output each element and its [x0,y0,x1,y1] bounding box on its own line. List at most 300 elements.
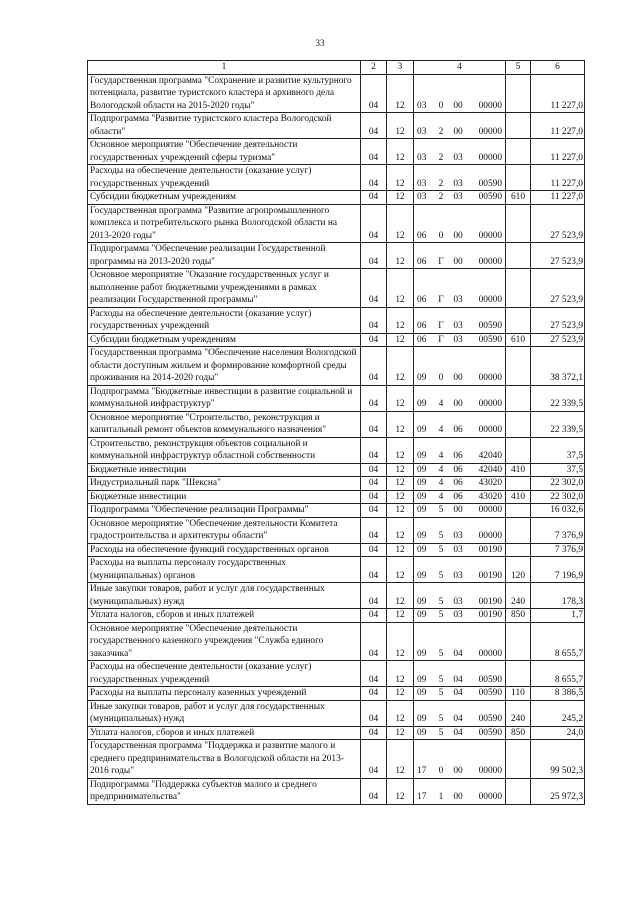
code-part: 03 [453,295,463,305]
expense-type-cell [506,543,531,557]
row-name-cell: Строительство, реконструкция объектов социальной и коммунальной инфраструктур областной собственности [88,437,361,463]
code-part: 03 [453,178,463,189]
section-cell: 04 [361,307,387,333]
code-part: 00000 [478,373,502,383]
code-part: 0 [438,100,444,111]
target-article-cell [414,269,506,308]
code-part: 06 [453,491,463,502]
code-part: 03 [417,152,427,163]
table-row [88,687,585,701]
code-part: 00 [453,766,463,776]
code-part: 00000 [478,425,502,435]
row-name-cell: Индустриальный парк "Шексна" [88,477,361,491]
target-article-cell [414,411,506,437]
code-part: 09 [417,505,427,515]
table-row [88,504,585,518]
expense-type-cell [506,504,531,518]
expense-type-cell [506,411,531,437]
code-part: 2 [438,152,444,163]
target-article-cell [414,740,506,779]
subsection-cell: 12 [387,243,414,269]
row-name-cell: Бюджетные инвестиции [88,463,361,477]
code-part: 00 [453,230,463,241]
code-part: 0 [438,230,444,241]
subsection-cell: 12 [387,504,414,518]
table-row [88,490,585,504]
subsection-cell: 12 [387,165,414,191]
amount-cell: 178,3 [531,583,585,609]
subsection-cell: 12 [387,740,414,779]
expense-type-cell: 850 [506,609,531,623]
row-name-cell: Подпрограмма "Обеспечение реализации Программы" [88,504,361,518]
table-row [88,557,585,583]
subsection-cell: 12 [387,74,414,113]
amount-cell: 27 523,9 [531,243,585,269]
row-name-cell: Расходы на обеспечение деятельности (оказание услуг) государственных учреждений [88,307,361,333]
code-part: 00590 [478,178,502,189]
table-row [88,583,585,609]
code-part: 09 [417,596,427,607]
target-article-cell [414,778,506,804]
expense-type-cell [506,269,531,308]
expense-type-cell [506,347,531,386]
target-article-cell [414,583,506,609]
section-cell: 04 [361,517,387,543]
subsection-cell: 12 [387,687,414,701]
code-part: 2 [438,192,444,202]
expense-type-cell [506,437,531,463]
code-part: 00590 [478,688,502,698]
expense-type-cell [506,74,531,113]
subsection-cell: 12 [387,269,414,308]
code-part: 4 [438,478,444,488]
table-row [88,700,585,726]
code-part: 09 [417,464,427,475]
code-part: 06 [417,321,427,331]
code-part: 09 [417,531,427,541]
section-cell: 04 [361,700,387,726]
subsection-cell: 12 [387,191,414,205]
code-part: 2 [438,126,444,137]
amount-cell: 7 376,9 [531,543,585,557]
table-row [88,622,585,661]
section-cell: 04 [361,204,387,243]
subsection-cell: 12 [387,437,414,463]
amount-cell: 22 302,0 [531,490,585,504]
section-cell: 04 [361,490,387,504]
amount-cell: 11 227,0 [531,74,585,113]
section-cell: 04 [361,385,387,411]
target-article-cell [414,687,506,701]
code-part: 00000 [478,230,502,241]
code-part: 43020 [478,478,502,488]
amount-cell: 37,5 [531,463,585,477]
section-cell: 04 [361,622,387,661]
table-row [88,726,585,740]
code-part: 00190 [478,610,502,620]
table-row [88,139,585,165]
subsection-cell: 12 [387,543,414,557]
code-part: 06 [417,334,427,345]
target-article-cell [414,165,506,191]
section-cell: 04 [361,74,387,113]
expense-type-cell: 240 [506,700,531,726]
row-name-cell: Бюджетные инвестиции [88,490,361,504]
code-part: 09 [417,399,427,409]
row-name-cell: Подпрограмма "Обеспечение реализации Государственной программы на 2013-2020 годы" [88,243,361,269]
target-article-cell [414,726,506,740]
amount-cell: 11 227,0 [531,113,585,139]
section-cell: 04 [361,477,387,491]
code-part: 5 [438,674,444,685]
amount-cell: 37,5 [531,437,585,463]
code-part: 09 [417,714,427,724]
code-part: 09 [417,478,427,488]
subsection-cell: 12 [387,307,414,333]
subsection-cell: 12 [387,583,414,609]
row-name-cell: Уплата налогов, сборов и иных платежей [88,609,361,623]
code-part: 4 [438,399,444,409]
target-article-cell [414,243,506,269]
code-part: 00 [453,126,463,137]
section-cell: 04 [361,139,387,165]
row-name-cell: Государственная программа "Поддержка и развитие малого и среднего предпринимательства в Вологодской области на 2013-2016 годы" [88,740,361,779]
code-part: 00000 [478,505,502,515]
amount-cell: 27 523,9 [531,333,585,347]
target-article-cell [414,661,506,687]
code-part: 03 [453,544,463,555]
amount-cell: 11 227,0 [531,191,585,205]
expense-type-cell [506,517,531,543]
column-header: 1 [88,61,361,75]
code-part: 00190 [478,570,502,581]
page-number: 33 [315,38,325,48]
amount-cell: 7 376,9 [531,517,585,543]
code-part: 03 [453,570,463,581]
expense-type-cell [506,622,531,661]
section-cell: 04 [361,687,387,701]
row-name-cell: Основное мероприятие "Обеспечение деятельности государственных учреждений сферы туризма" [88,139,361,165]
code-part: 03 [417,178,427,189]
code-part: 5 [438,596,444,607]
target-article-cell [414,517,506,543]
code-part: 06 [453,425,463,435]
code-part: 00000 [478,792,502,802]
expense-type-cell [506,204,531,243]
code-part: 00590 [478,192,502,202]
section-cell: 04 [361,609,387,623]
code-part: 09 [417,688,427,698]
table-row [88,113,585,139]
code-part: 5 [438,727,444,738]
subsection-cell: 12 [387,411,414,437]
subsection-cell: 12 [387,385,414,411]
code-part: Г [438,334,444,345]
target-article-cell [414,477,506,491]
target-article-cell [414,543,506,557]
amount-cell: 8 386,5 [531,687,585,701]
code-part: 5 [438,570,444,581]
row-name-cell: Расходы на обеспечение деятельности (оказание услуг) государственных учреждений [88,661,361,687]
target-article-cell [414,74,506,113]
code-part: 04 [453,727,463,738]
section-cell: 04 [361,504,387,518]
expense-type-cell: 240 [506,583,531,609]
subsection-cell: 12 [387,700,414,726]
row-name-cell: Расходы на обеспечение функций государственных органов [88,543,361,557]
code-part: 17 [417,766,427,776]
code-part: 4 [438,425,444,435]
expense-type-cell [506,307,531,333]
code-part: 00000 [478,295,502,305]
code-part: 03 [417,126,427,137]
row-name-cell: Расходы на обеспечение деятельности (оказание услуг) государственных учреждений [88,165,361,191]
column-header: 5 [506,61,531,75]
target-article-cell [414,307,506,333]
section-cell: 04 [361,557,387,583]
expense-type-cell: 110 [506,687,531,701]
code-part: 04 [453,688,463,698]
table-row [88,517,585,543]
code-part: 5 [438,648,444,659]
expense-type-cell: 410 [506,463,531,477]
code-part: 5 [438,610,444,620]
amount-cell: 22 302,0 [531,477,585,491]
subsection-cell: 12 [387,113,414,139]
code-part: 00000 [478,100,502,111]
subsection-cell: 12 [387,726,414,740]
section-cell: 04 [361,726,387,740]
code-part: 03 [453,610,463,620]
table-row [88,740,585,779]
code-part: 1 [438,792,444,802]
table-row [88,609,585,623]
code-part: 06 [453,464,463,475]
table-row [88,307,585,333]
section-cell: 04 [361,333,387,347]
column-header: 3 [387,61,414,75]
column-header: 4 [414,61,506,75]
row-name-cell: Субсидии бюджетным учреждениям [88,333,361,347]
code-part: Г [438,321,444,331]
target-article-cell [414,700,506,726]
section-cell: 04 [361,583,387,609]
target-article-cell [414,191,506,205]
section-cell: 04 [361,113,387,139]
table-row [88,243,585,269]
expense-type-cell [506,740,531,779]
subsection-cell: 12 [387,609,414,623]
code-part: 00590 [478,714,502,724]
row-name-cell: Иные закупки товаров, работ и услуг для государственных (муниципальных) нужд [88,700,361,726]
expense-type-cell [506,113,531,139]
code-part: 06 [417,230,427,241]
code-part: 00590 [478,727,502,738]
section-cell: 04 [361,411,387,437]
code-part: 4 [438,491,444,502]
target-article-cell [414,463,506,477]
target-article-cell [414,504,506,518]
row-name-cell: Основное мероприятие "Оказание государственных услуг и выполнение работ бюджетными учреждениями в рамках реализации Государственной программы" [88,269,361,308]
expense-type-cell: 610 [506,333,531,347]
amount-cell: 8 655,7 [531,661,585,687]
code-part: 06 [453,451,463,461]
section-cell: 04 [361,269,387,308]
code-part: 17 [417,792,427,802]
section-cell: 04 [361,347,387,386]
target-article-cell [414,333,506,347]
table-row [88,204,585,243]
code-part: 00000 [478,152,502,163]
expense-type-cell [506,385,531,411]
table-row [88,269,585,308]
code-part: 00 [453,792,463,802]
row-name-cell: Основное мероприятие "Строительство, реконструкция и капитальный ремонт объектов коммунального назначения" [88,411,361,437]
amount-cell: 27 523,9 [531,204,585,243]
code-part: 04 [453,714,463,724]
code-part: 06 [453,478,463,488]
table-row [88,74,585,113]
subsection-cell: 12 [387,139,414,165]
code-part: 09 [417,373,427,383]
code-part: 09 [417,648,427,659]
code-part: 00000 [478,766,502,776]
code-part: 09 [417,544,427,555]
code-part: 00590 [478,334,502,345]
code-part: 0 [438,373,444,383]
target-article-cell [414,347,506,386]
subsection-cell: 12 [387,778,414,804]
subsection-cell: 12 [387,333,414,347]
amount-cell: 16 032,6 [531,504,585,518]
budget-table [87,60,585,805]
amount-cell: 245,2 [531,700,585,726]
table-row [88,477,585,491]
code-part: 00000 [478,399,502,409]
code-part: 03 [453,321,463,331]
amount-cell: 24,0 [531,726,585,740]
table-row [88,191,585,205]
row-name-cell: Основное мероприятие "Обеспечение деятельности Комитета градостроительства и архитектуры области" [88,517,361,543]
subsection-cell: 12 [387,463,414,477]
section-cell: 04 [361,437,387,463]
row-name-cell: Уплата налогов, сборов и иных платежей [88,726,361,740]
code-part: 43020 [478,491,502,502]
amount-cell: 11 227,0 [531,165,585,191]
section-cell: 04 [361,165,387,191]
target-article-cell [414,385,506,411]
expense-type-cell [506,778,531,804]
subsection-cell: 12 [387,661,414,687]
row-name-cell: Подпрограмма "Развитие туристского кластера Вологодской области" [88,113,361,139]
section-cell: 04 [361,243,387,269]
expense-type-cell [506,477,531,491]
amount-cell: 27 523,9 [531,307,585,333]
table-row [88,385,585,411]
amount-cell: 11 227,0 [531,139,585,165]
row-name-cell: Субсидии бюджетным учреждениям [88,191,361,205]
table-row [88,347,585,386]
expense-type-cell [506,165,531,191]
target-article-cell [414,437,506,463]
code-part: 06 [417,295,427,305]
table-row [88,437,585,463]
table-row [88,778,585,804]
code-part: 00000 [478,648,502,659]
table-row [88,165,585,191]
code-part: 00190 [478,544,502,555]
code-part: 5 [438,714,444,724]
row-name-cell: Государственная программа "Сохранение и развитие культурного потенциала, развитие туристского кластера и архивного дела Вологодской области на 2015-2020 годы" [88,74,361,113]
amount-cell: 99 502,3 [531,740,585,779]
column-header: 2 [361,61,387,75]
code-part: 03 [453,334,463,345]
code-part: 0 [438,766,444,776]
code-part: 5 [438,688,444,698]
expense-type-cell: 850 [506,726,531,740]
amount-cell: 25 972,3 [531,778,585,804]
table-row [88,333,585,347]
code-part: 00 [453,399,463,409]
code-part: 4 [438,451,444,461]
expense-type-cell: 410 [506,490,531,504]
subsection-cell: 12 [387,517,414,543]
code-part: Г [438,295,444,305]
code-part: 09 [417,610,427,620]
expense-type-cell [506,243,531,269]
section-cell: 04 [361,191,387,205]
amount-cell: 22 339,5 [531,385,585,411]
amount-cell: 1,7 [531,609,585,623]
target-article-cell [414,204,506,243]
code-part: 09 [417,425,427,435]
target-article-cell [414,490,506,504]
row-name-cell: Расходы на выплаты персоналу государственных (муниципальных) органов [88,557,361,583]
code-part: 03 [453,531,463,541]
table-row [88,661,585,687]
subsection-cell: 12 [387,204,414,243]
code-part: 42040 [478,464,502,475]
row-name-cell: Государственная программа "Обеспечение населения Вологодской области доступным жильем и формирование комфортной среды проживания на 2014-2020 годы" [88,347,361,386]
section-cell: 04 [361,740,387,779]
code-part: 4 [438,464,444,475]
code-part: 09 [417,491,427,502]
code-part: 03 [453,596,463,607]
section-cell: 04 [361,661,387,687]
row-name-cell: Государственная программа "Развитие агропромышленного комплекса и потребительского рынка Вологодской области на 2013-2020 годы" [88,204,361,243]
code-part: Г [438,256,444,267]
code-part: 00000 [478,531,502,541]
code-part: 04 [453,674,463,685]
code-part: 00190 [478,596,502,607]
target-article-cell [414,557,506,583]
code-part: 00590 [478,321,502,331]
code-part: 03 [453,192,463,202]
section-cell: 04 [361,543,387,557]
row-name-cell: Подпрограмма "Бюджетные инвестиции в развитие социальной и коммунальной инфраструктур" [88,385,361,411]
subsection-cell: 12 [387,557,414,583]
code-part: 00 [453,256,463,267]
code-part: 2 [438,178,444,189]
amount-cell: 22 339,5 [531,411,585,437]
section-cell: 04 [361,463,387,477]
code-part: 5 [438,531,444,541]
target-article-cell [414,609,506,623]
code-part: 09 [417,451,427,461]
table-header-row [88,61,585,75]
code-part: 00000 [478,256,502,267]
code-part: 09 [417,674,427,685]
